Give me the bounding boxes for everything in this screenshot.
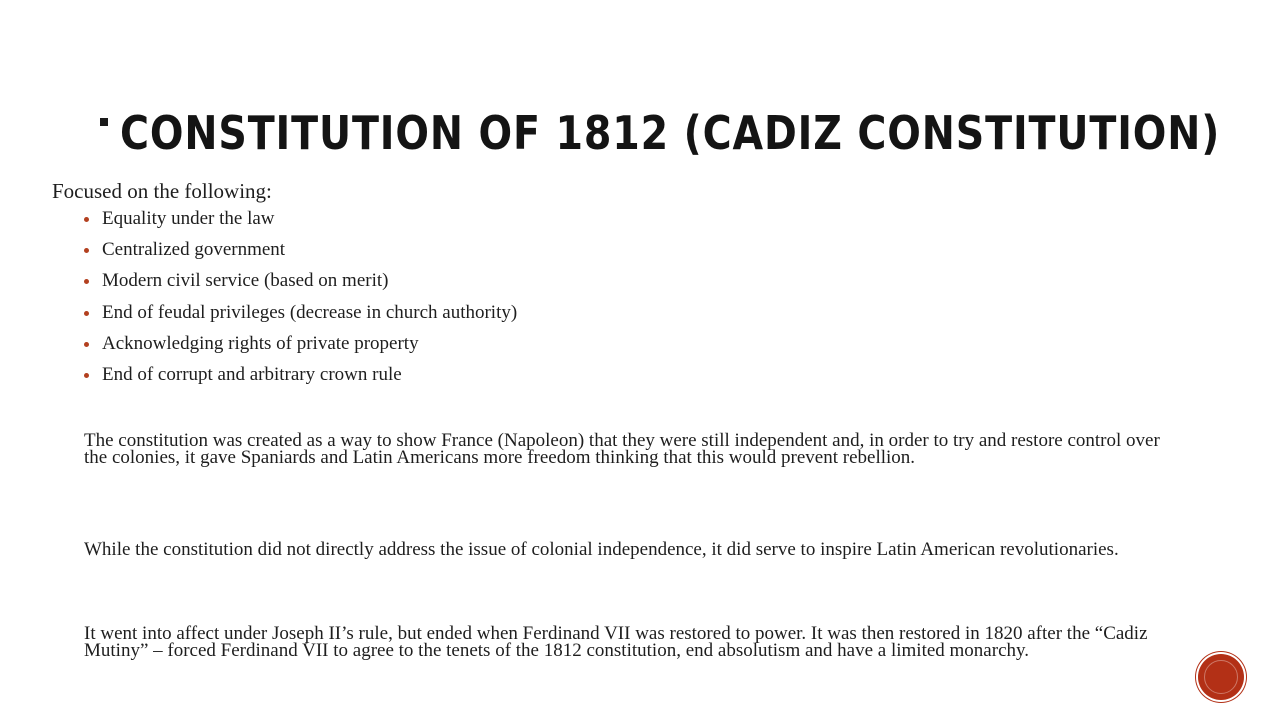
paragraph-independence: While the constitution did not directly address the issue of colonial independence, it did serve to inspire Latin American revolutionaries. [84,539,1119,560]
bullet-dot-icon [84,342,89,347]
paragraph-restoration: It went into affect under Joseph II’s rule, but ended when Ferdinand VII was restored to power. It was then restored in 1820 after the “Cadiz Mutiny” – forced Ferdinand VII to agree to the tenets of the 1812 constitution, end absolutism and have a limited monarchy. [84,623,1148,661]
bullet-text: Acknowledging rights of private property [102,332,419,354]
bullet-item [84,300,517,326]
bullet-text: Centralized government [102,239,286,261]
slide-title: CONSTITUTION OF 1812 (CADIZ CONSTITUTION) [120,106,1221,160]
bullet-item [84,268,517,294]
bullet-text: Modern civil service (based on merit) [102,270,389,292]
bullet-text: End of corrupt and arbitrary crown rule [102,363,402,385]
title-square-icon [100,118,108,126]
bullet-text: Equality under the law [102,208,275,229]
paragraph-france: The constitution was created as a way to show France (Napoleon) that they were still independent and, in order to try and restore control over the colonies, it gave Spaniards and Latin Americans more freedom thinking that this would prevent rebellion. [84,430,1160,468]
bullet-list [84,206,517,393]
slide-nav-button[interactable] [1198,654,1244,700]
bullet-text: End of feudal privileges (decrease in church authority) [102,301,518,323]
bullet-dot-icon [84,373,89,378]
bullet-item [84,362,517,388]
bullet-dot-icon [84,248,89,253]
bullet-dot-icon [84,279,89,284]
intro-text: Focused on the following: [52,179,272,203]
bullet-item [84,331,517,357]
bullet-item [84,237,517,263]
bullet-item [84,206,517,232]
bullet-dot-icon [84,217,89,222]
bullet-dot-icon [84,311,89,316]
